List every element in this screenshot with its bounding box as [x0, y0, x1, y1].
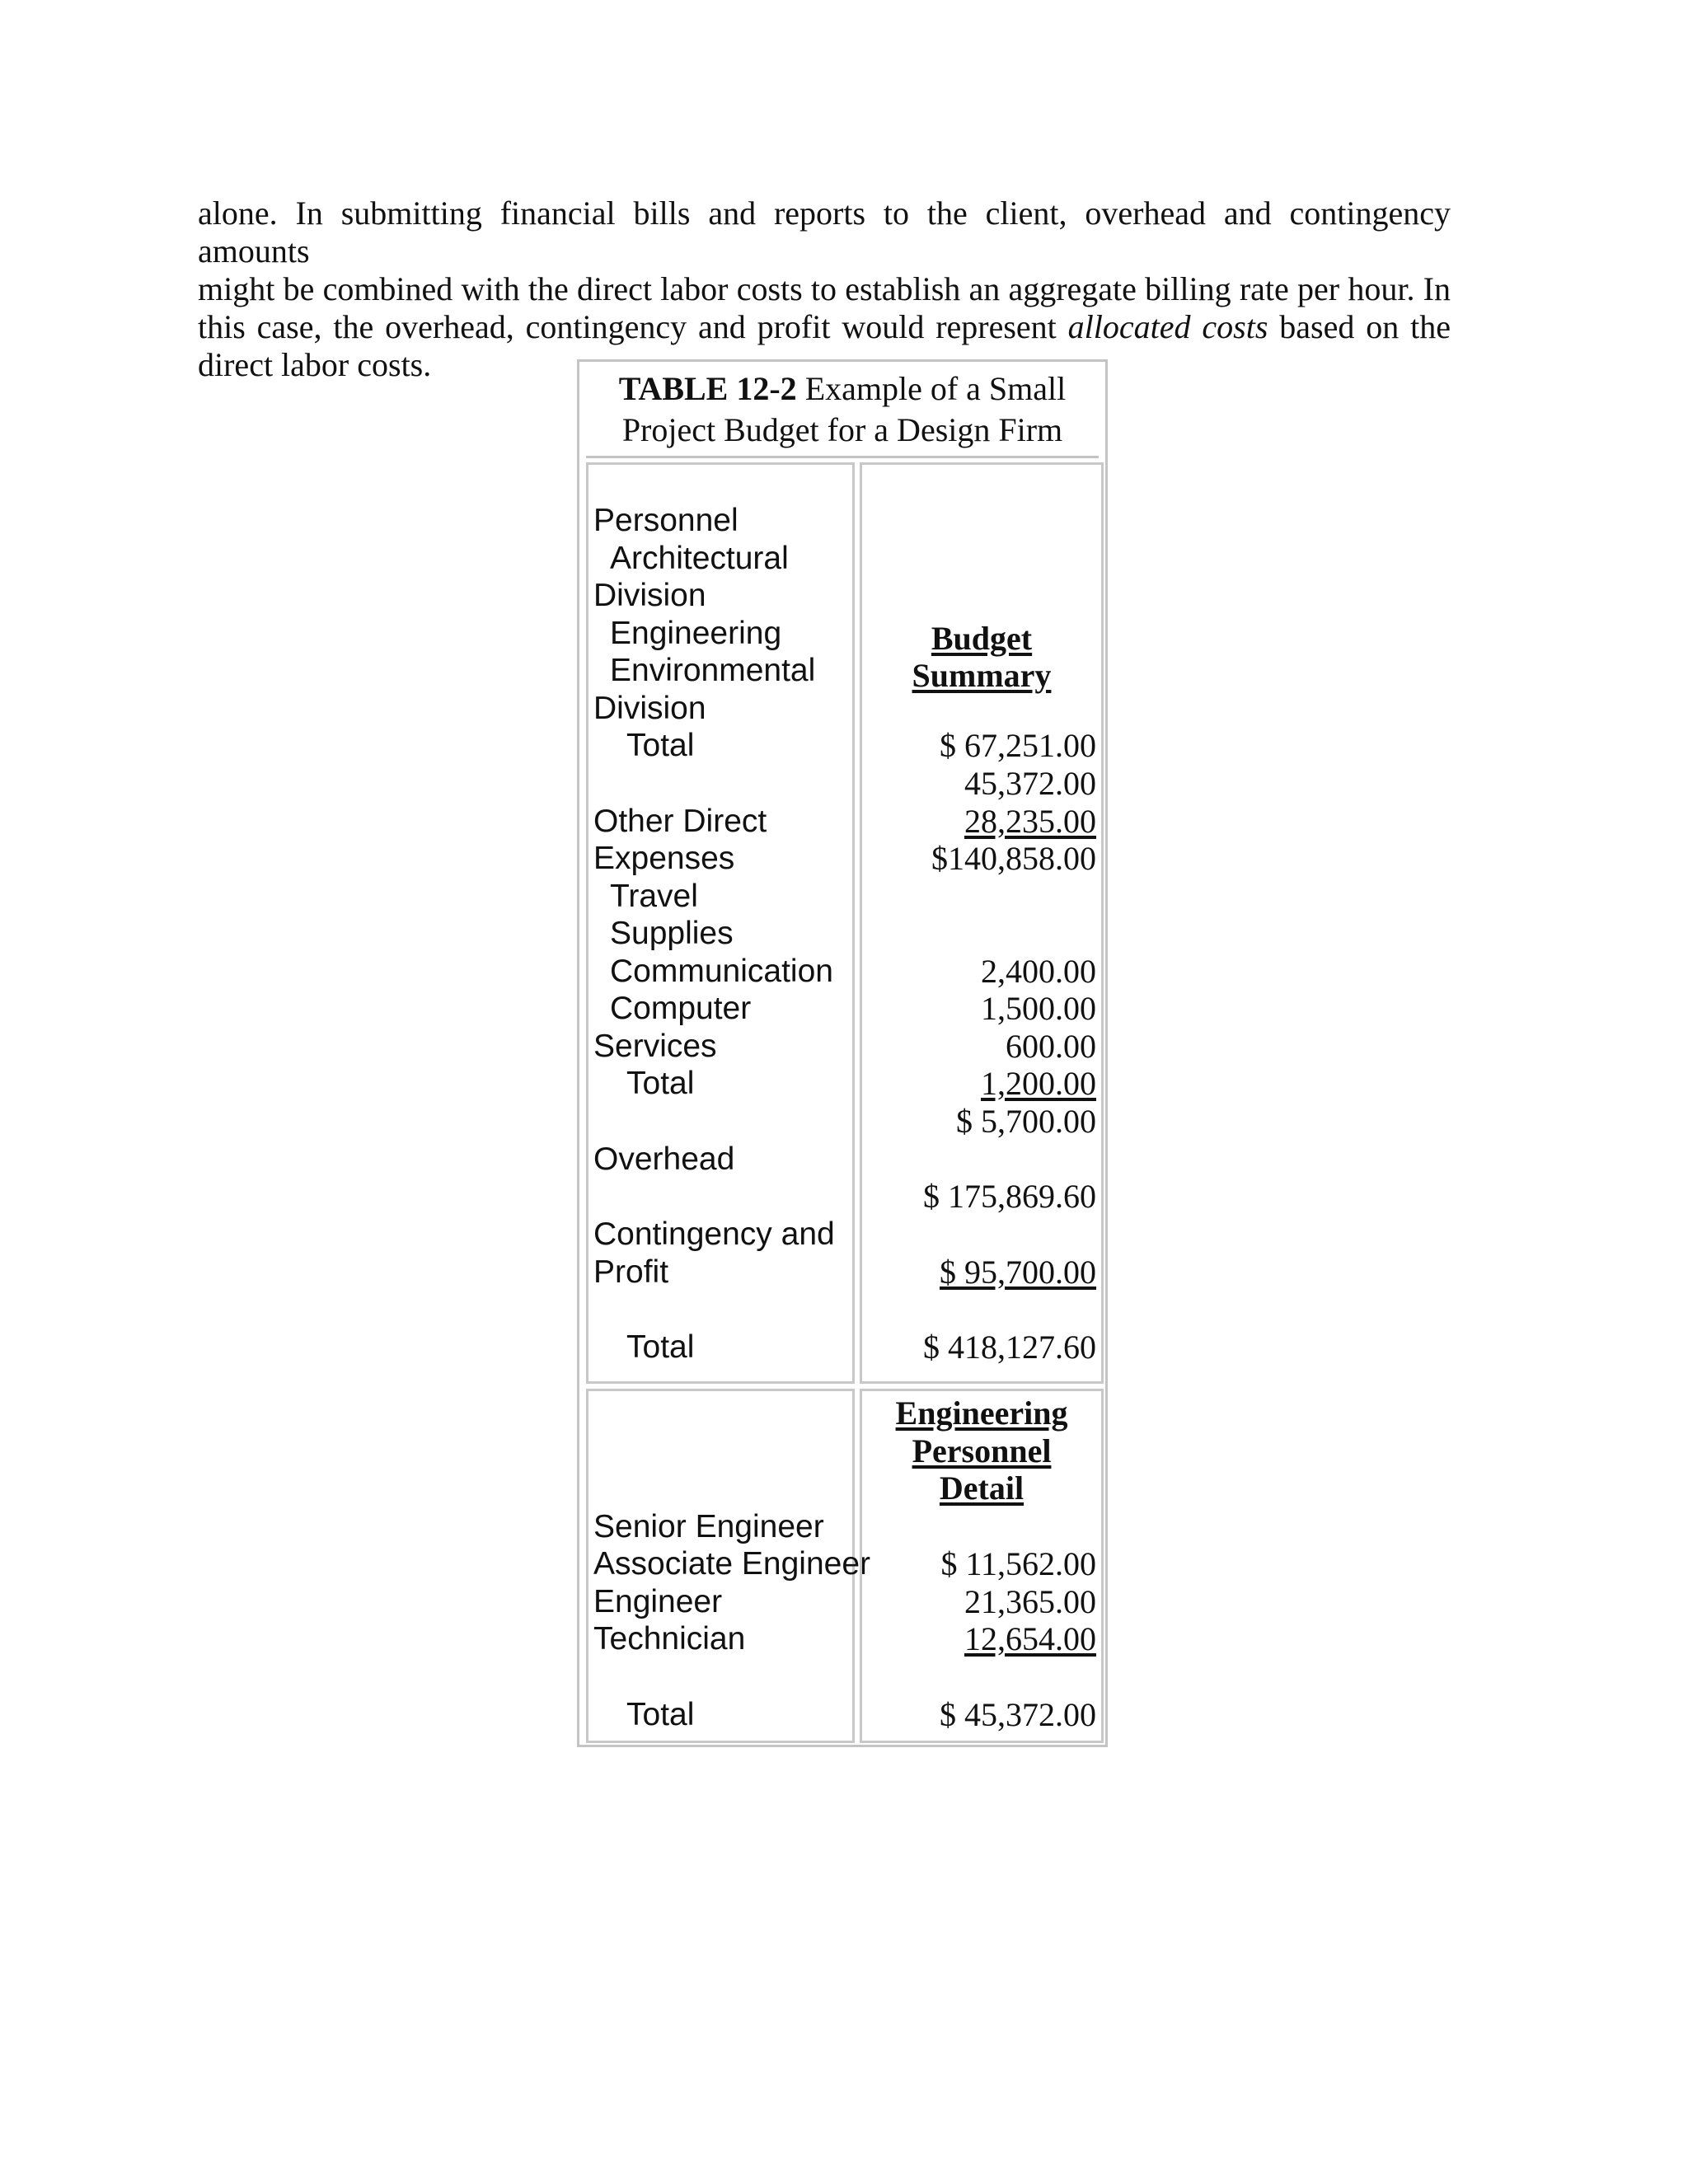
paragraph-text: this case, the overhead, contingency and profit would represent	[198, 308, 1068, 345]
value-detail-total: $ 45,372.00	[940, 1696, 1096, 1733]
summary-heading: Summary	[912, 657, 1052, 694]
label-engineer: Engineer	[593, 1584, 723, 1619]
label-technician: Technician	[593, 1621, 746, 1657]
label-senior-engineer: Senior Engineer	[593, 1509, 824, 1544]
label-engineering: Engineering	[610, 616, 782, 651]
summary-heading: Budget	[931, 620, 1033, 657]
label-architectural: Architectural	[610, 541, 789, 576]
value-supplies: 1,500.00	[981, 990, 1096, 1027]
value-engineer: 21,365.00	[964, 1583, 1096, 1620]
paragraph-text: based on the	[1268, 308, 1451, 345]
value-overhead: $ 175,869.60	[923, 1178, 1096, 1215]
label-computer: Computer	[610, 991, 752, 1026]
label-expenses: Expenses	[593, 841, 735, 876]
label-communication: Communication	[610, 954, 833, 989]
label-associate-engineer: Associate Engineer	[593, 1546, 871, 1582]
label-division: Division	[593, 691, 706, 726]
value-communication: 600.00	[1006, 1028, 1096, 1065]
paragraph-line: alone. In submitting financial bills and reports to the client, overhead and contingency amounts	[198, 194, 1451, 269]
label-environmental: Environmental	[610, 653, 816, 688]
label-contingency: Contingency and	[593, 1216, 835, 1252]
summary-labels-cell	[586, 462, 855, 1384]
body-paragraph	[198, 194, 1451, 384]
label-services: Services	[593, 1029, 717, 1064]
value-personnel-engineering: 45,372.00	[964, 765, 1096, 802]
label-travel: Travel	[610, 879, 698, 914]
table-caption	[579, 368, 1105, 451]
label-supplies: Supplies	[610, 916, 734, 951]
value-personnel-architectural: $ 67,251.00	[940, 727, 1096, 764]
value-technician: 12,654.00	[964, 1620, 1096, 1657]
value-contingency-profit: $ 95,700.00	[940, 1254, 1096, 1291]
detail-heading: Engineering	[895, 1394, 1068, 1432]
budget-table	[577, 359, 1108, 1747]
value-computer-services: 1,200.00	[981, 1065, 1096, 1102]
paragraph-emphasis: allocated costs	[1067, 308, 1268, 345]
label-other-direct: Other Direct	[593, 804, 767, 839]
value-other-direct-total: $ 5,700.00	[956, 1103, 1096, 1140]
caption-number: TABLE 12-2	[618, 370, 797, 407]
paragraph-line: direct labor costs.	[198, 346, 432, 383]
label-detail-total: Total	[626, 1697, 695, 1732]
caption-line	[579, 368, 1105, 410]
detail-values-cell	[860, 1389, 1104, 1743]
caption-divider	[586, 456, 1099, 458]
summary-values-cell	[860, 462, 1104, 1384]
label-overhead: Overhead	[593, 1141, 735, 1177]
label-grand-total: Total	[626, 1329, 695, 1365]
label-total: Total	[626, 1066, 695, 1101]
value-grand-total: $ 418,127.60	[923, 1329, 1096, 1366]
label-personnel: Personnel	[593, 503, 738, 538]
label-total: Total	[626, 728, 695, 763]
label-division: Division	[593, 578, 706, 613]
detail-heading: Detail	[939, 1469, 1025, 1507]
paragraph-line: might be combined with the direct labor costs to establish an aggregate billing rate per hour. In	[198, 270, 1451, 307]
caption-text: Example of a Small	[796, 370, 1067, 407]
paragraph-line	[198, 308, 1451, 346]
value-travel: 2,400.00	[981, 953, 1096, 990]
value-personnel-environmental: 28,235.00	[964, 803, 1096, 840]
detail-heading: Personnel	[912, 1432, 1052, 1469]
caption-line: Project Budget for a Design Firm	[621, 411, 1063, 448]
label-profit: Profit	[593, 1254, 669, 1290]
detail-labels-cell	[586, 1389, 871, 1743]
value-associate-engineer: $ 11,562.00	[940, 1545, 1096, 1582]
value-personnel-total: $140,858.00	[931, 840, 1096, 877]
